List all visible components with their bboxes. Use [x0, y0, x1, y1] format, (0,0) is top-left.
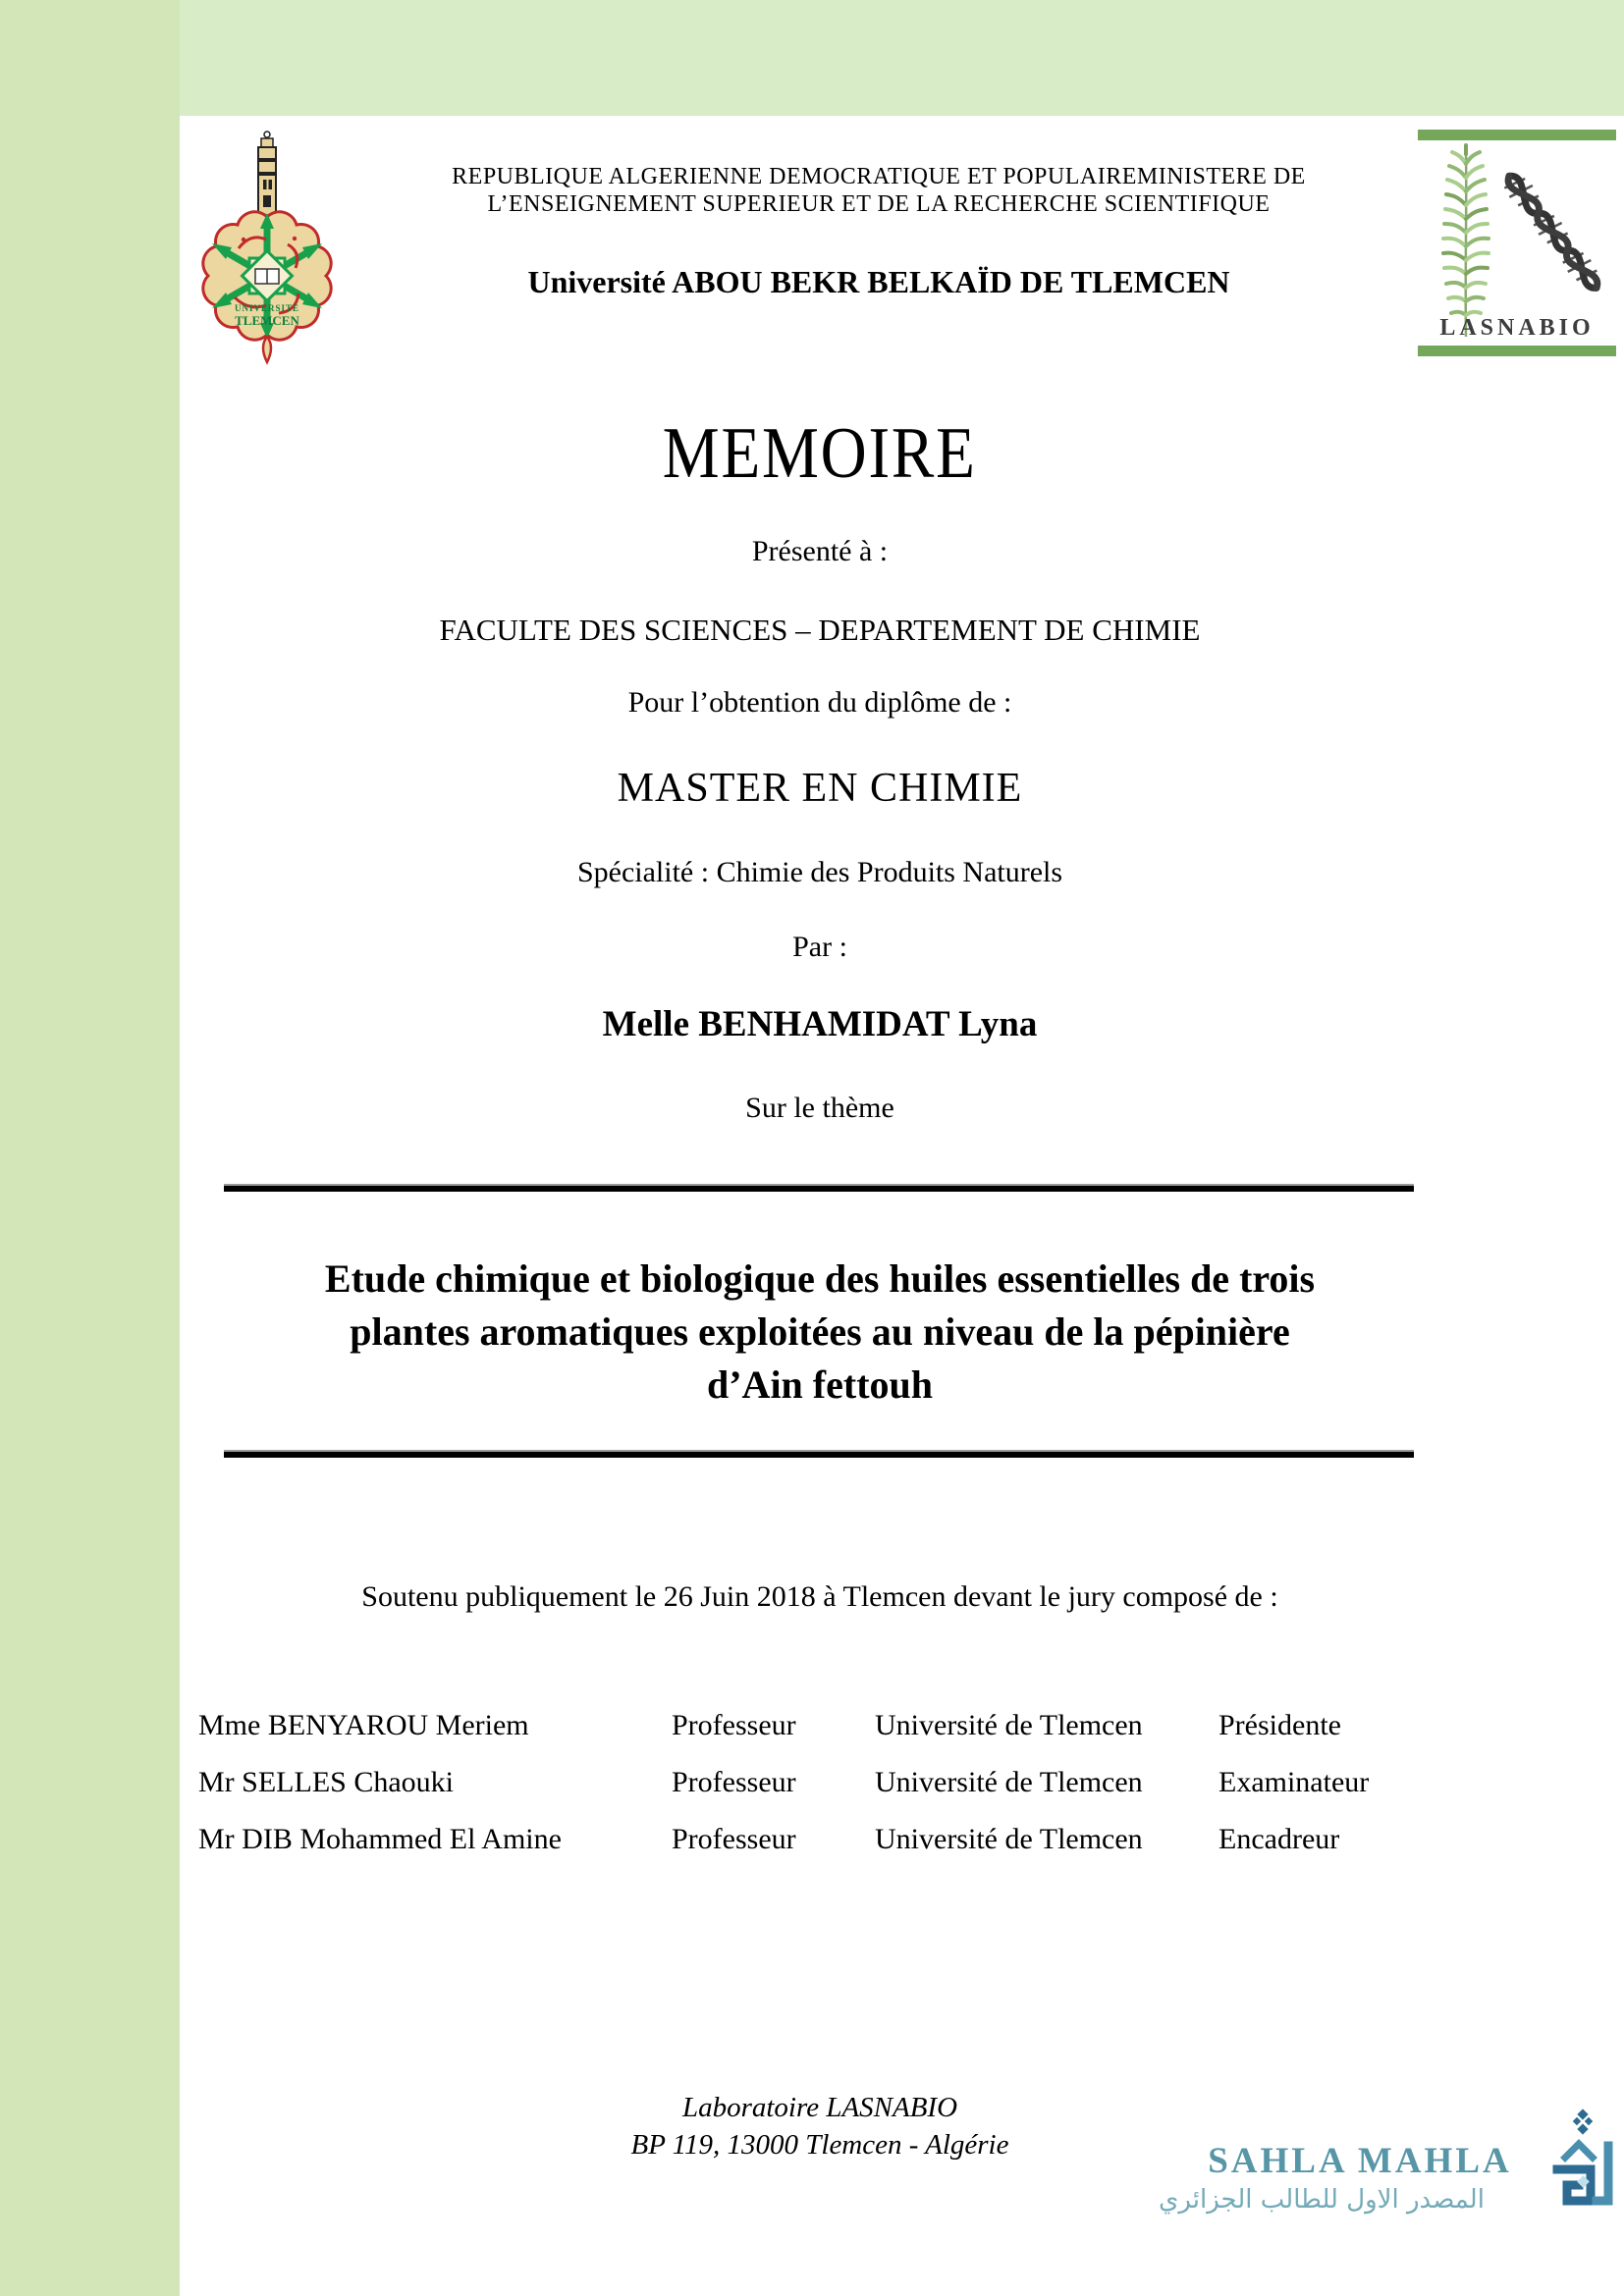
- theme-title-line-1: Etude chimique et biologique des huiles essentielles de trois: [324, 1256, 1316, 1301]
- jury-grade: Professeur: [672, 1709, 796, 1741]
- jury-affiliation: Université de Tlemcen: [875, 1709, 1143, 1741]
- obtention-label: Pour l’obtention du diplôme de :: [627, 686, 1012, 719]
- jury-name: Mme BENYAROU Meriem: [198, 1709, 529, 1741]
- jury-role: Encadreur: [1218, 1823, 1340, 1855]
- laboratory-name: Laboratoire LASNABIO: [681, 2092, 958, 2123]
- laboratory-address-line: BP 119, 13000 Tlemcen - Algérie: [630, 2129, 1009, 2161]
- left-green-border: [0, 0, 180, 2296]
- theme-title-line-3: d’Ain fettouh: [706, 1362, 934, 1407]
- jury-name: Mr SELLES Chaouki: [198, 1766, 454, 1798]
- theme-label: Sur le thème: [745, 1092, 894, 1124]
- theme-rule-top: [224, 1184, 1414, 1192]
- header-line-1: REPUBLIQUE ALGERIENNE DEMOCRATIQUE ET POPULAIREMINISTERE DE: [452, 164, 1306, 189]
- theme-rule-bottom: [224, 1450, 1414, 1458]
- theme-title: [180, 1253, 1460, 1412]
- jury-role: Présidente: [1218, 1709, 1341, 1741]
- jury-grade: Professeur: [672, 1766, 796, 1798]
- memoire-title: MEMOIRE: [663, 413, 977, 494]
- faculte-line: FACULTE DES SCIENCES – DEPARTEMENT DE CHIMIE: [439, 613, 1201, 647]
- jury-table: [198, 1705, 1493, 1859]
- emblem-tlemcen-text: TLEMCEN: [235, 313, 299, 328]
- sahla-mahla-title: SAHLA MAHLA: [1208, 2141, 1512, 2181]
- sahla-mahla-emblem-icon: [1547, 2109, 1618, 2230]
- jury-name: Mr DIB Mohammed El Amine: [198, 1823, 562, 1855]
- master-title: MASTER EN CHIMIE: [617, 766, 1023, 811]
- sahla-mahla-arabic-tagline: المصدر الاول للطالب الجزائري: [1159, 2185, 1485, 2215]
- emblem-universite-text: UNIVERSITE: [234, 303, 300, 313]
- jury-role: Examinateur: [1218, 1766, 1370, 1798]
- author-name: Melle BENHAMIDAT Lyna: [602, 1004, 1038, 1044]
- dna-helix-icon: [1498, 159, 1608, 306]
- university-name: Université ABOU BEKR BELKAÏD DE TLEMCEN: [527, 264, 1230, 299]
- specialite-line: Spécialité : Chimie des Produits Naturels: [576, 856, 1063, 888]
- jury-affiliation: Université de Tlemcen: [875, 1823, 1143, 1855]
- presente-label: Présenté à :: [751, 535, 889, 567]
- lasnabio-label: LASNABIO: [1439, 315, 1595, 341]
- theme-title-line-2: plantes aromatiques exploitées au niveau de la pépinière: [350, 1309, 1290, 1354]
- jury-grade: Professeur: [672, 1823, 796, 1855]
- jury-affiliation: Université de Tlemcen: [875, 1766, 1143, 1798]
- defense-line: Soutenu publiquement le 26 Juin 2018 à Tlemcen devant le jury composé de :: [361, 1580, 1278, 1613]
- par-label: Par :: [792, 931, 847, 963]
- document-content: [180, 0, 1460, 2296]
- header-line-2: L’ENSEIGNEMENT SUPERIEUR ET DE LA RECHERCHE SCIENTIFIQUE: [487, 191, 1271, 217]
